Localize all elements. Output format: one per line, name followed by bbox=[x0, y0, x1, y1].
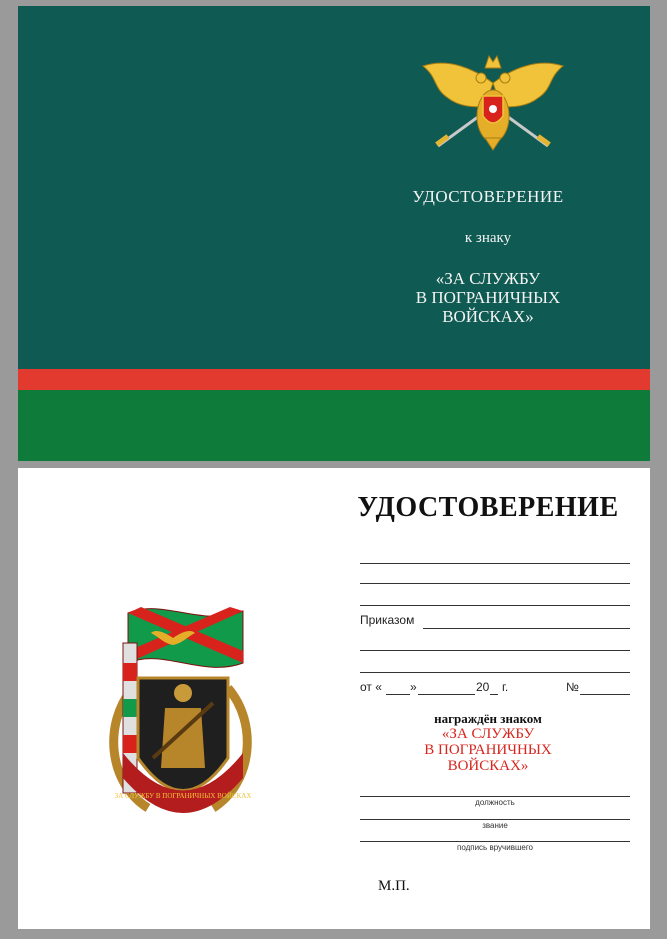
number-line bbox=[580, 694, 630, 695]
inner-award-line: ВОЙСКАХ» bbox=[447, 758, 529, 774]
number-label: № bbox=[566, 680, 579, 694]
form-line bbox=[360, 672, 630, 673]
signature-caption: подпись вручившего bbox=[456, 843, 534, 852]
inner-award-line: В ПОГРАНИЧНЫХ bbox=[424, 742, 552, 758]
cover-title: УДОСТОВЕРЕНИЕ bbox=[412, 187, 564, 206]
order-label: Приказом bbox=[360, 613, 415, 627]
date-year: 20 bbox=[476, 680, 490, 694]
date-month-line bbox=[418, 694, 475, 695]
seal-label: М.П. bbox=[378, 878, 410, 894]
inner-award-line: «ЗА СЛУЖБУ bbox=[441, 726, 535, 742]
form-line bbox=[360, 605, 630, 606]
badge-ribbon-text: ЗА СЛУЖБУ В ПОГРАНИЧНЫХ ВОЙСКАХ bbox=[114, 792, 252, 800]
cover-award-line: ВОЙСКАХ» bbox=[442, 307, 534, 326]
awarded-text: награждён знаком bbox=[434, 711, 542, 726]
order-line bbox=[423, 628, 630, 629]
position-caption: должность bbox=[475, 798, 515, 807]
form-line bbox=[360, 650, 630, 651]
double-headed-eagle-emblem-icon bbox=[413, 38, 573, 153]
form-line bbox=[360, 563, 630, 564]
date-year-line bbox=[490, 694, 498, 695]
certificate-inner-page bbox=[18, 468, 650, 929]
date-prefix: от « bbox=[360, 680, 382, 694]
form-line bbox=[360, 583, 630, 584]
cover-award-name bbox=[388, 269, 588, 326]
rank-line bbox=[360, 819, 630, 820]
certificate-cover bbox=[18, 6, 650, 461]
cover-red-stripe bbox=[18, 369, 650, 390]
inner-award-name bbox=[358, 726, 618, 774]
rank-caption: звание bbox=[482, 821, 508, 830]
inner-title: УДОСТОВЕРЕНИЕ bbox=[357, 492, 619, 523]
cover-award-line: В ПОГРАНИЧНЫХ bbox=[415, 288, 561, 307]
date-suffix: г. bbox=[502, 680, 509, 694]
border-troops-badge-icon bbox=[93, 593, 268, 823]
cover-subtitle: к знаку bbox=[464, 230, 512, 246]
date-day-line bbox=[386, 694, 410, 695]
cover-green-stripe bbox=[18, 390, 650, 461]
date-mid: » bbox=[410, 680, 417, 694]
signature-line bbox=[360, 841, 630, 842]
cover-award-line: «ЗА СЛУЖБУ bbox=[435, 269, 541, 288]
position-line bbox=[360, 796, 630, 797]
